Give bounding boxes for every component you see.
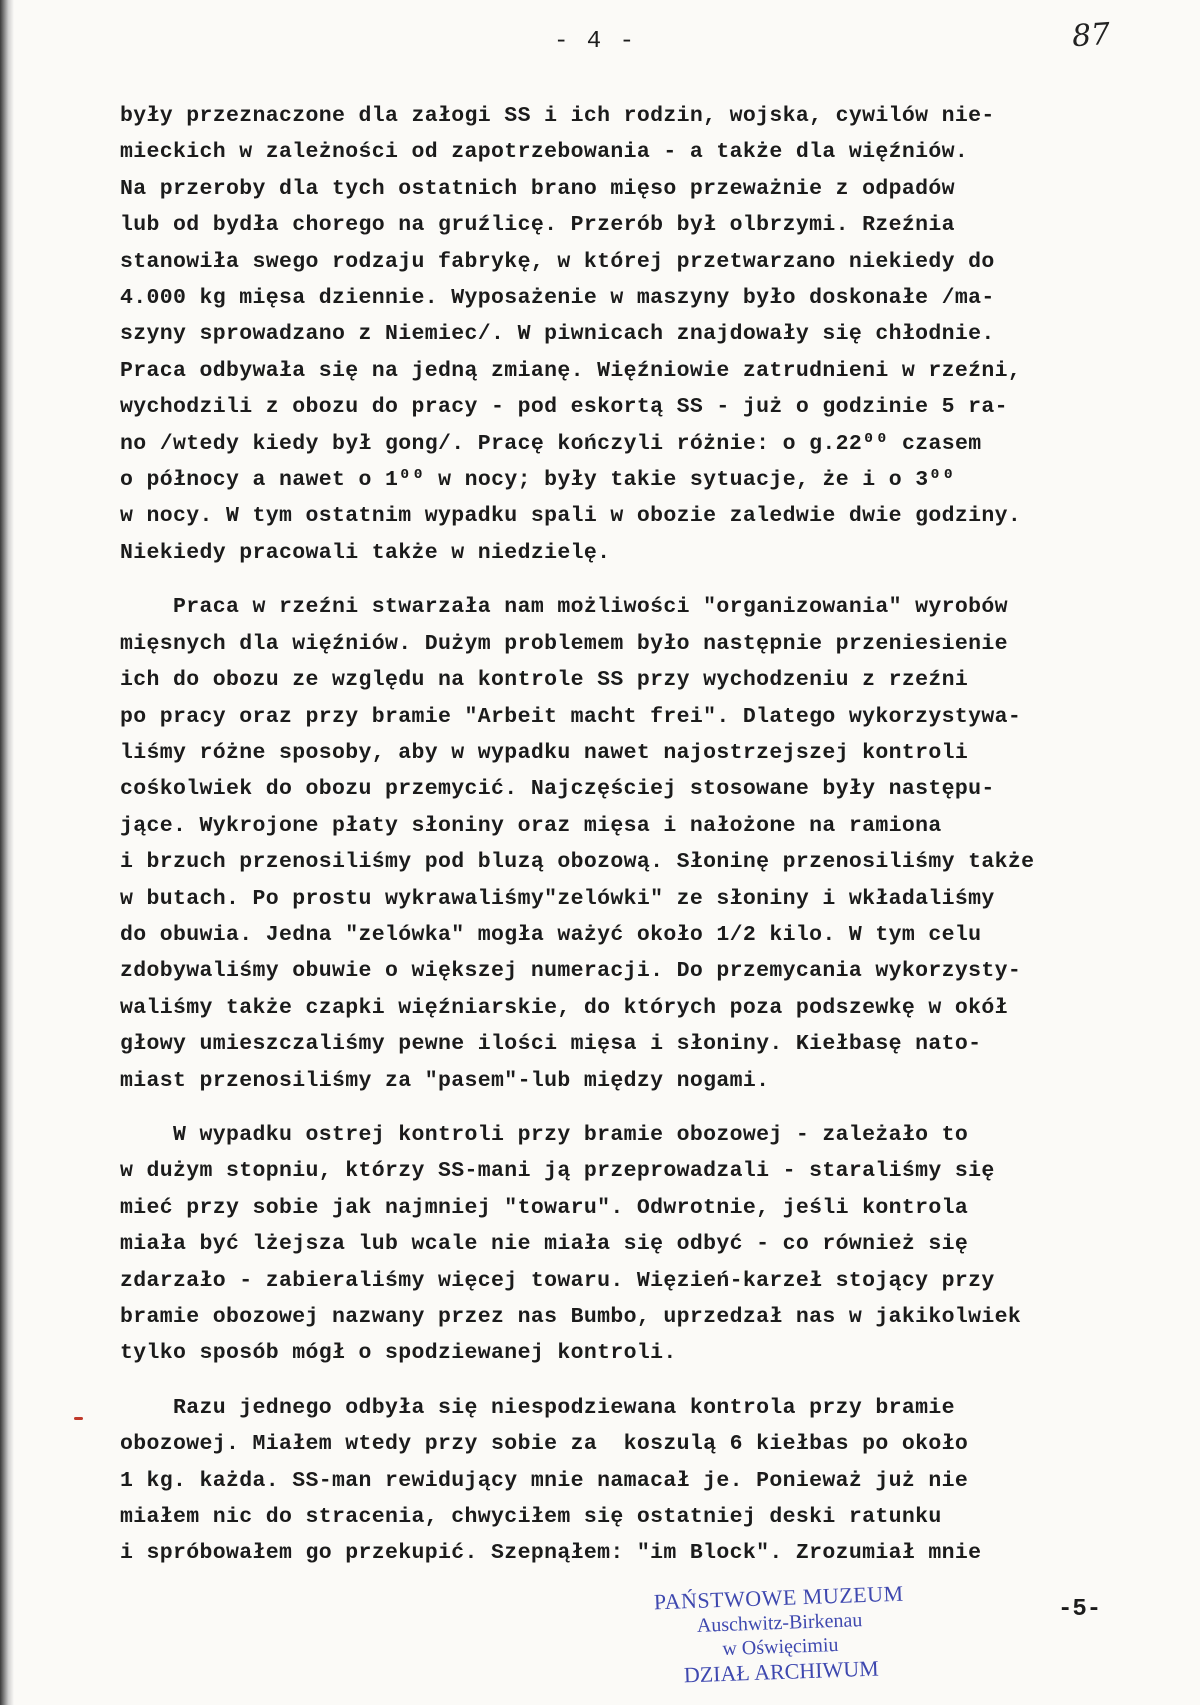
text-line: Praca w rzeźni stwarzała nam możliwości "organizowania" wyrobów bbox=[120, 595, 1008, 620]
text-line: 4.000 kg mięsa dziennie. Wyposażenie w maszyny było doskonałe /ma- bbox=[120, 286, 995, 311]
text-line: bramie obozowej nazwany przez nas Bumbo, uprzedzał nas w jakikolwiek bbox=[120, 1305, 1022, 1329]
text-line: mięsnych dla więźniów. Dużym problemem było następnie przeniesienie bbox=[120, 631, 1008, 656]
text-line: w butach. Po prostu wykrawaliśmy"zelówki" ze słoniny i wkładaliśmy bbox=[120, 886, 995, 911]
text-line: i spróbowałem go przekupić. Szepnąłem: "im Block". Zrozumiał mnie bbox=[120, 1541, 982, 1566]
text-line: obozowej. Miałem wtedy przy sobie za koszulą 6 kiełbas po około bbox=[120, 1432, 969, 1457]
text-line: no /wtedy kiedy był gong/. Pracę kończyli różnie: o g.22⁰⁰ czasem bbox=[120, 431, 982, 456]
text-line: 1 kg. każda. SS-man rewidujący mnie namacał je. Ponieważ już nie bbox=[120, 1468, 969, 1493]
text-line: mieć przy sobie jak najmniej "towaru". Odwrotnie, jeśli kontrola bbox=[120, 1195, 969, 1220]
next-page-marker: -5- bbox=[1058, 1596, 1102, 1623]
handwritten-archive-number: 87 bbox=[1070, 16, 1112, 55]
text-line: do obuwia. Jedna "zelówka" mogła ważyć około 1/2 kilo. W tym celu bbox=[120, 922, 982, 947]
text-line: cośkolwiek do obozu przemycić. Najczęściej stosowane były następu- bbox=[120, 777, 995, 802]
page-number: - 4 - bbox=[553, 28, 636, 55]
text-line: miast przenosiliśmy za "pasem"-lub między nogami. bbox=[120, 1068, 770, 1093]
text-line: jące. Wykrojone płaty słoniny oraz mięsa i nałożone na ramiona bbox=[120, 813, 942, 838]
text-line: miała być lżejsza lub wcale nie miała się odbyć - co również się bbox=[120, 1232, 969, 1257]
paragraph bbox=[120, 1117, 1180, 1372]
text-line: w nocy. W tym ostatnim wypadku spali w obozie zaledwie dwie godziny. bbox=[120, 504, 1022, 529]
paragraph bbox=[120, 589, 1180, 1099]
text-line: Razu jednego odbyła się niespodziewana kontrola przy bramie bbox=[120, 1395, 955, 1420]
stamp-line: Auschwitz-Birkenau bbox=[696, 1609, 863, 1637]
document-body bbox=[120, 98, 1180, 1572]
text-line: zdobywaliśmy obuwie o większej numeracji. Do przemycania wykorzysty- bbox=[120, 959, 1022, 984]
archive-stamp bbox=[628, 1580, 931, 1690]
text-line: lub od bydła chorego na gruźlicę. Przerób był olbrzymi. Rzeźnia bbox=[120, 213, 955, 238]
red-margin-mark bbox=[74, 1417, 83, 1420]
text-line: Niekiedy pracowali także w niedzielę. bbox=[120, 540, 611, 565]
text-line: zdarzało - zabieraliśmy więcej towaru. Więzień-karzeł stojący przy bbox=[120, 1268, 995, 1293]
text-line: Na przeroby dla tych ostatnich brano mięso przeważnie z odpadów bbox=[120, 176, 955, 201]
text-line: mieckich w zależności od zapotrzebowania - a także dla więźniów. bbox=[120, 140, 969, 165]
text-line: o północy a nawet o 1⁰⁰ w nocy; były takie sytuacje, że i o 3⁰⁰ bbox=[120, 468, 956, 493]
text-line: w dużym stopniu, którzy SS-mani ją przeprowadzali - staraliśmy się bbox=[120, 1159, 995, 1184]
text-line: stanowiła swego rodzaju fabrykę, w której przetwarzano niekiedy do bbox=[120, 249, 995, 274]
scan-edge bbox=[0, 0, 14, 1705]
text-line: wychodzili z obozu do pracy - pod eskortą SS - już o godzinie 5 ra- bbox=[120, 395, 1008, 420]
text-line: po pracy oraz przy bramie "Arbeit macht frei". Dlatego wykorzystywa- bbox=[120, 704, 1022, 729]
text-line: i brzuch przenosiliśmy pod bluzą obozową. Słoninę przenosiliśmy także bbox=[120, 850, 1035, 875]
paragraph bbox=[120, 98, 1180, 571]
stamp-line: DZIAŁ ARCHIWUM bbox=[683, 1655, 880, 1688]
text-line: Praca odbywała się na jedną zmianę. Więźniowie zatrudnieni w rzeźni, bbox=[120, 358, 1022, 383]
text-line: miałem nic do stracenia, chwyciłem się ostatniej deski ratunku bbox=[120, 1505, 942, 1530]
text-line: waliśmy także czapki więźniarskie, do których poza podszewkę w okół bbox=[120, 995, 1008, 1020]
stamp-line: w Oświęcimiu bbox=[722, 1633, 839, 1661]
stamp-line: PAŃSTWOWE MUZEUM bbox=[653, 1580, 904, 1615]
text-line: W wypadku ostrej kontroli przy bramie obozowej - zależało to bbox=[120, 1122, 969, 1147]
text-line: tylko sposób mógł o spodziewanej kontroli. bbox=[120, 1341, 677, 1366]
text-line: ich do obozu ze względu na kontrole SS przy wychodzeniu z rzeźni bbox=[120, 668, 969, 693]
text-line: szyny sprowadzano z Niemiec/. W piwnicach znajdowały się chłodnie. bbox=[120, 322, 995, 347]
text-line: liśmy różne sposoby, aby w wypadku nawet najostrzejszej kontroli bbox=[120, 740, 969, 765]
paragraph bbox=[120, 1390, 1180, 1572]
text-line: głowy umieszczaliśmy pewne ilości mięsa i słoniny. Kiełbasę nato- bbox=[120, 1032, 982, 1057]
text-line: były przeznaczone dla załogi SS i ich rodzin, wojska, cywilów nie- bbox=[120, 104, 995, 128]
